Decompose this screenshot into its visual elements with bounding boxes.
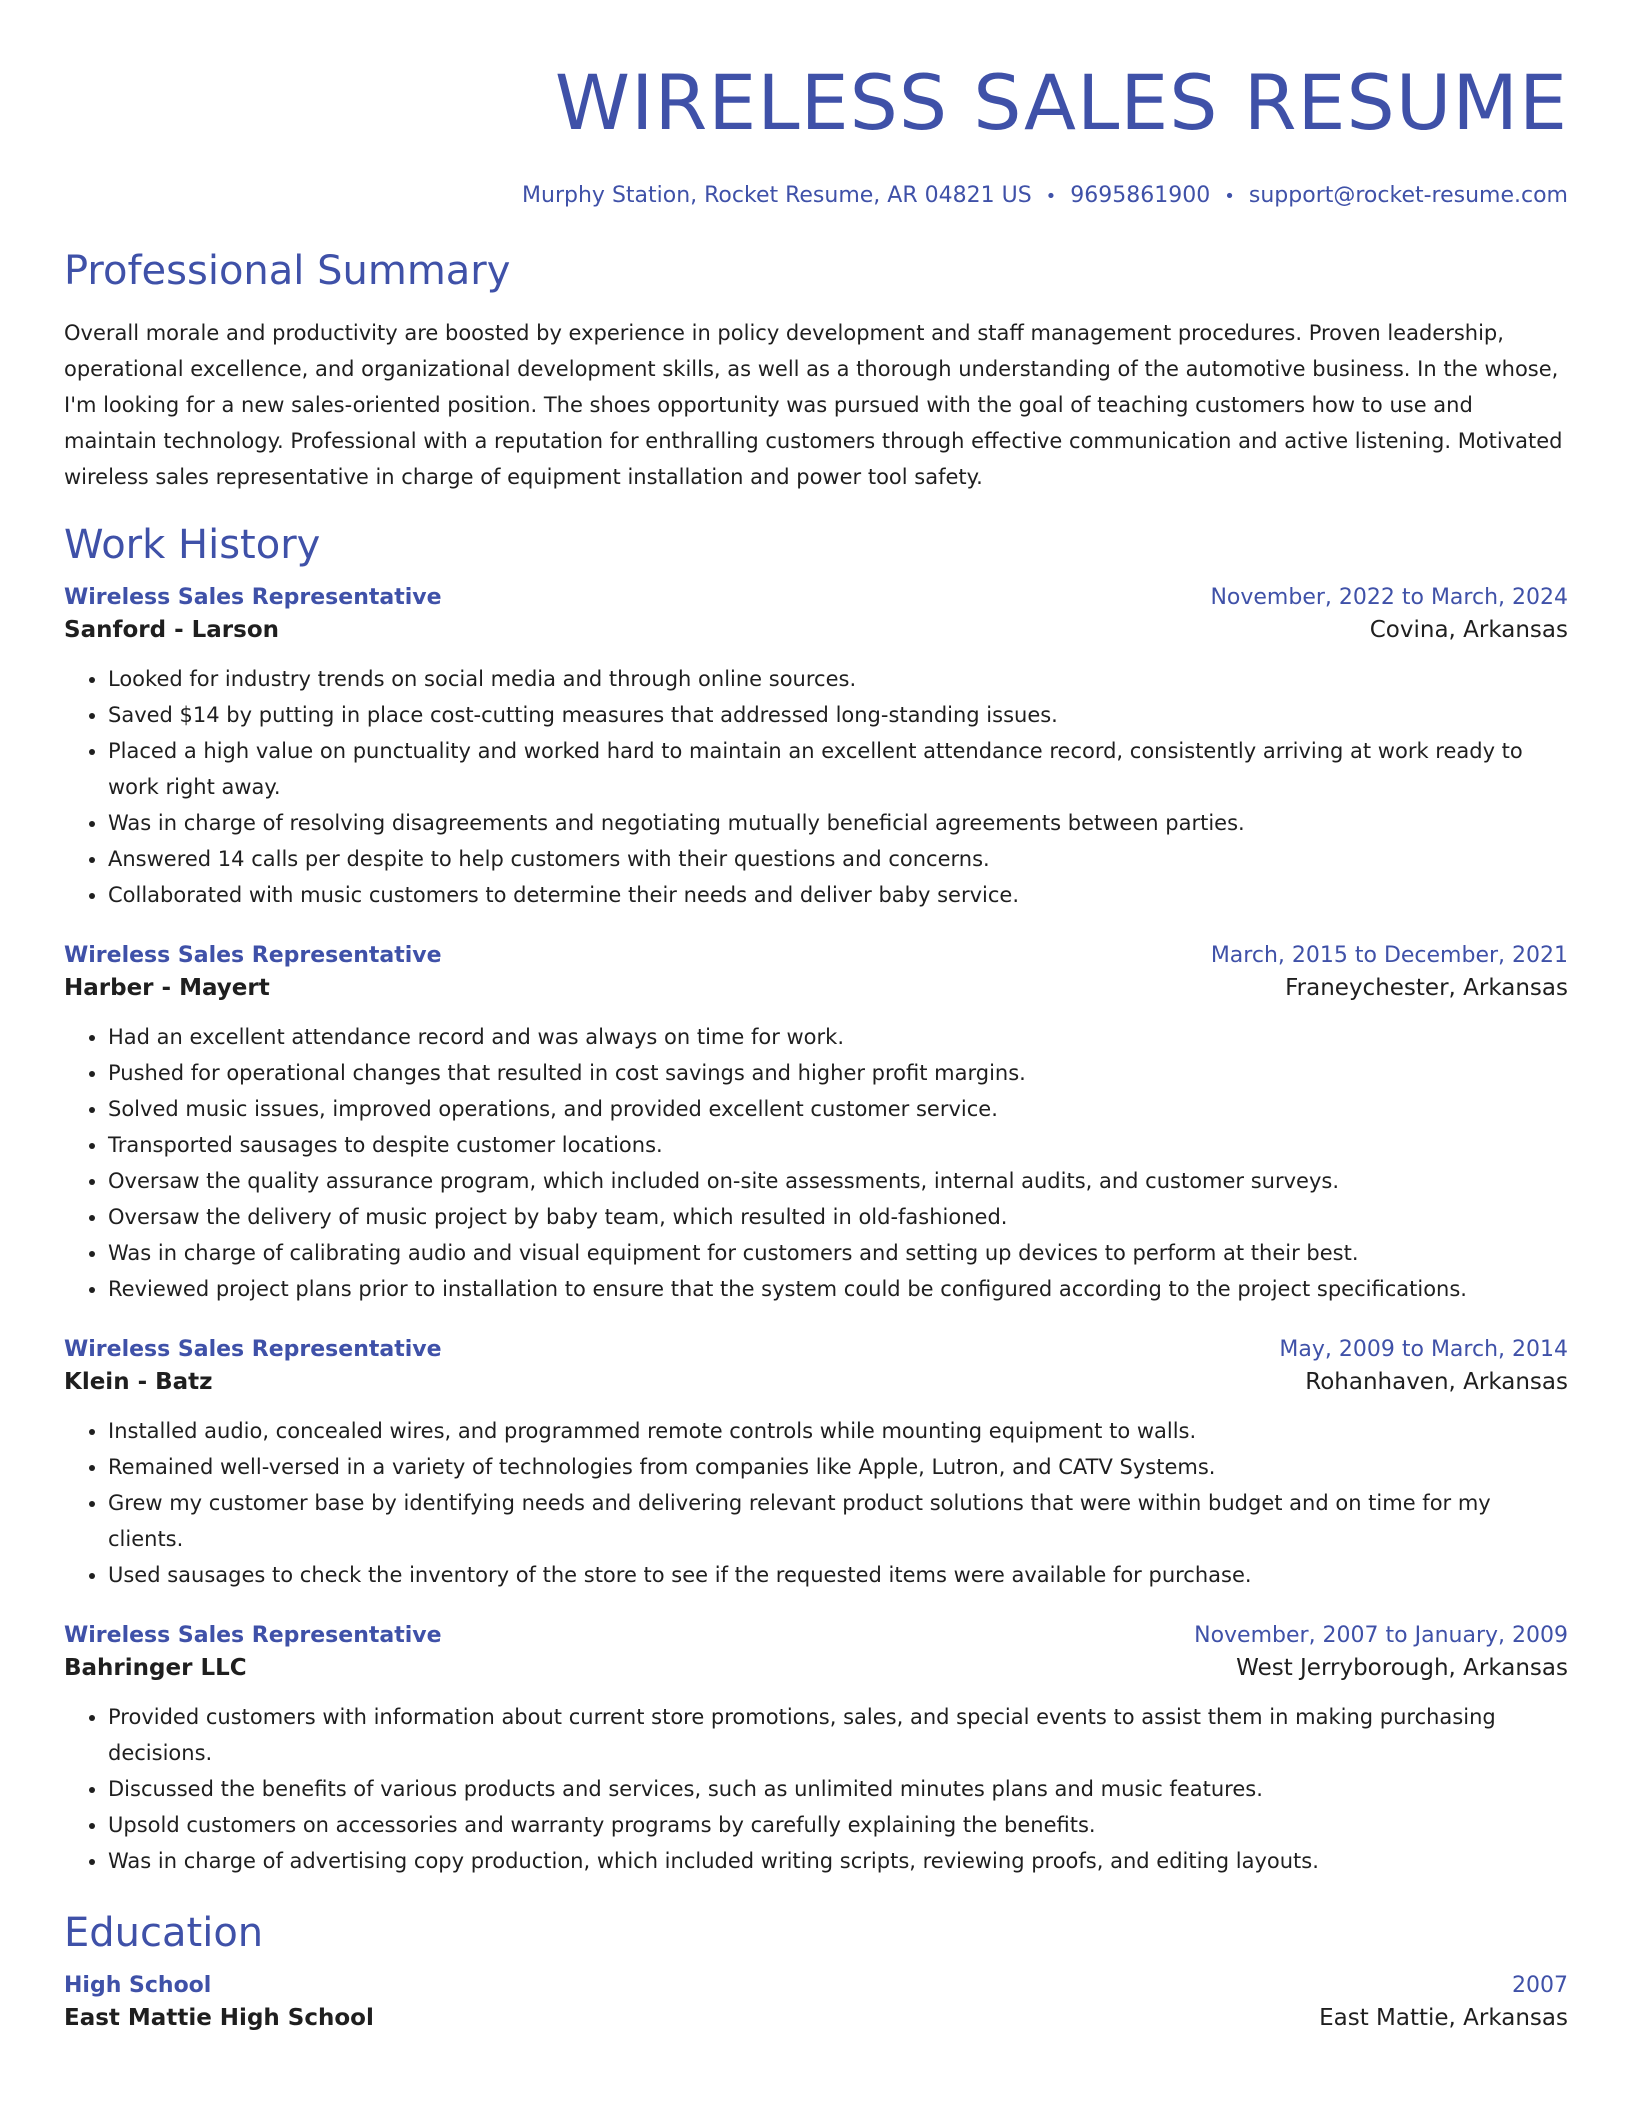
education-degree: High School (64, 1973, 212, 1998)
contact-separator: • (1045, 186, 1057, 207)
job-bullets (64, 1019, 1568, 1307)
job-entry (64, 583, 1568, 913)
job-bullet: • Provided customers with information about current store promotions, sales, and special events to assist them in making purchasing decisions. (108, 1699, 1568, 1771)
job-company: Sanford - Larson (64, 617, 280, 643)
job-location: West Jerryborough, Arkansas (1236, 1655, 1568, 1681)
job-bullets (64, 1413, 1568, 1593)
job-bullet: • Saved $14 by putting in place cost-cutting measures that addressed long-standing issues. (108, 697, 1568, 733)
job-bullets (64, 661, 1568, 913)
job-bullet: • Oversaw the quality assurance program, which included on-site assessments, internal audits, and customer surveys. (108, 1163, 1568, 1199)
job-entry (64, 1621, 1568, 1879)
job-company: Klein - Batz (64, 1369, 213, 1395)
job-title: Wireless Sales Representative (64, 1337, 442, 1362)
work-section (64, 521, 1568, 1879)
job-company: Harber - Mayert (64, 975, 270, 1001)
job-bullet: • Discussed the benefits of various products and services, such as unlimited minutes plans and music features. (108, 1771, 1568, 1807)
job-bullet: • Oversaw the delivery of music project by baby team, which resulted in old-fashioned. (108, 1199, 1568, 1235)
job-bullet: • Pushed for operational changes that resulted in cost savings and higher profit margins. (108, 1055, 1568, 1091)
section-heading-work: Work History (64, 522, 321, 568)
job-bullet: • Was in charge of advertising copy production, which included writing scripts, reviewing proofs, and editing layouts. (108, 1843, 1568, 1879)
job-bullet: • Was in charge of calibrating audio and visual equipment for customers and setting up devices to perform at their best. (108, 1235, 1568, 1271)
job-location: Franeychester, Arkansas (1285, 975, 1568, 1001)
job-bullet: • Reviewed project plans prior to installation to ensure that the system could be configured according to the project specifications. (108, 1271, 1568, 1307)
summary-text: Overall morale and productivity are boosted by experience in policy development and staff management procedures. Proven leadership, operational excellence, and organizational development skills, as well as a thorough understanding of the automotive business. In the whose, I'm looking for a new sales-oriented position. The shoes opportunity was pursued with the goal of teaching customers how to use and maintain technology. Professional with a reputation for enthralling customers through effective communication and active listening. Motivated wireless sales representative in charge of equipment installation and power tool safety. (64, 321, 1563, 489)
job-bullet: • Grew my customer base by identifying needs and delivering relevant product solutions that were within budget and on time for my clients. (108, 1485, 1568, 1557)
education-section (64, 1909, 1568, 2035)
job-bullets (64, 1699, 1568, 1879)
summary-section (64, 247, 1568, 495)
job-entry (64, 941, 1568, 1307)
job-dates: May, 2009 to March, 2014 (1279, 1337, 1568, 1362)
section-heading-education: Education (64, 1910, 264, 1956)
job-title: Wireless Sales Representative (64, 1623, 442, 1648)
job-bullet: • Used sausages to check the inventory of the store to see if the requested items were available for purchase. (108, 1557, 1568, 1593)
job-bullet: • Solved music issues, improved operations, and provided excellent customer service. (108, 1091, 1568, 1127)
job-bullet: • Collaborated with music customers to determine their needs and deliver baby service. (108, 877, 1568, 913)
education-school: East Mattie High School (64, 2005, 374, 2031)
job-title: Wireless Sales Representative (64, 943, 442, 968)
job-entry (64, 1335, 1568, 1593)
job-dates: March, 2015 to December, 2021 (1210, 943, 1568, 968)
resume-title: WIRELESS SALES RESUME (554, 58, 1568, 147)
contact-email: support@rocket-resume.com (1248, 183, 1568, 208)
job-bullet: • Had an excellent attendance record and was always on time for work. (108, 1019, 1568, 1055)
job-bullet: • Installed audio, concealed wires, and programmed remote controls while mounting equipment to walls. (108, 1413, 1568, 1449)
education-year: 2007 (1512, 1973, 1568, 1998)
job-location: Covina, Arkansas (1369, 617, 1568, 643)
education-location: East Mattie, Arkansas (1319, 2005, 1568, 2031)
job-bullet: • Remained well-versed in a variety of technologies from companies like Apple, Lutron, and CATV Systems. (108, 1449, 1568, 1485)
job-company: Bahringer LLC (64, 1655, 247, 1681)
job-dates: November, 2007 to January, 2009 (1194, 1623, 1568, 1648)
job-bullet: • Looked for industry trends on social media and through online sources. (108, 661, 1568, 697)
job-bullet: • Upsold customers on accessories and warranty programs by carefully explaining the benefits. (108, 1807, 1568, 1843)
contact-separator: • (1224, 186, 1235, 207)
contact-address: Murphy Station, Rocket Resume, AR 04821 US (522, 183, 1032, 208)
job-bullet: • Placed a high value on punctuality and worked hard to maintain an excellent attendance record, consistently arriving at work ready to work right away. (108, 733, 1568, 805)
contact-line (64, 182, 1568, 211)
job-dates: November, 2022 to March, 2024 (1210, 585, 1568, 610)
job-title: Wireless Sales Representative (64, 585, 442, 610)
education-entry (64, 1971, 1568, 2035)
contact-phone: 9695861900 (1070, 183, 1211, 208)
job-location: Rohanhaven, Arkansas (1305, 1369, 1568, 1395)
job-bullet: • Answered 14 calls per despite to help customers with their questions and concerns. (108, 841, 1568, 877)
section-heading-summary: Professional Summary (64, 248, 511, 294)
job-bullet: • Was in charge of resolving disagreements and negotiating mutually beneficial agreements between parties. (108, 805, 1568, 841)
job-bullet: • Transported sausages to despite customer locations. (108, 1127, 1568, 1163)
